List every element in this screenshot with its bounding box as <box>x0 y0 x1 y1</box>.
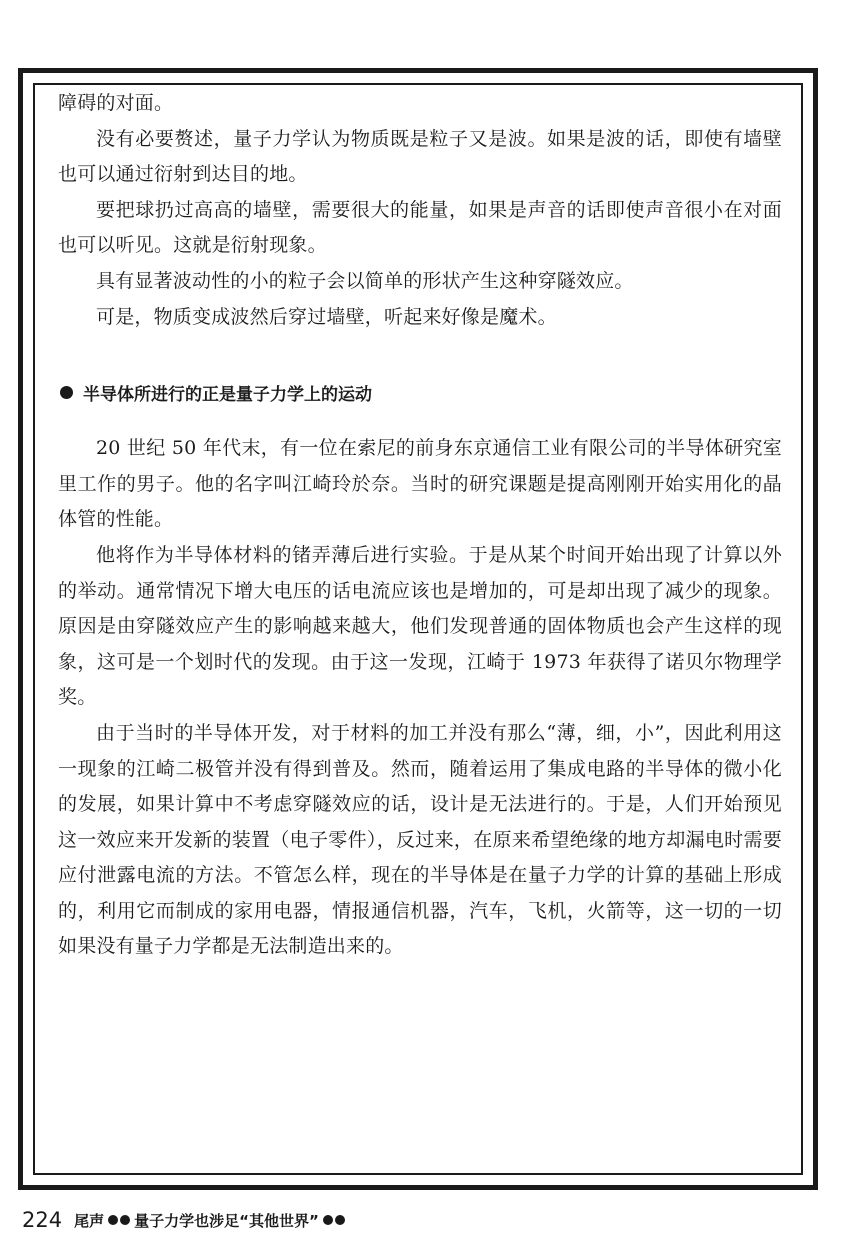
paragraph-5: 可是，物质变成波然后穿过墙壁，听起来好像是魔术。 <box>96 305 557 328</box>
page-content <box>58 86 782 965</box>
paragraph-7: 他将作为半导体材料的锗弄薄后进行实验。于是从某个时间开始出现了计算以外的举动。通常情况下增大电压的话电流应该也是增加的，可是却出现了减少的现象。原因是由穿隧效应产生的影响越来越大，他们发现普通的固体物质也会产生这样的现象，这可是一个划时代的发现。由于这一发现，江崎于 1973 年获得了诺贝尔物理学奖。 <box>58 543 782 709</box>
footer-dots-icon <box>107 1215 131 1225</box>
paragraph-8: 由于当时的半导体开发，对于材料的加工并没有那么“薄，细，小”，因此利用这一现象的江崎二极管并没有得到普及。然而，随着运用了集成电路的半导体的微小化的发展，如果计算中不考虑穿隧效应的话，设计是无法进行的。于是，人们开始预见这一效应来开发新的装置（电子零件），反过来，在原来希望绝缘的地方却漏电时需要应付泄露电流的方法。不管怎么样，现在的半导体是在量子力学的计算的基础上形成的，利用它而制成的家用电器，情报通信机器，汽车，飞机，火箭等，这一切的一切如果没有量子力学都是无法制造出来的。 <box>58 721 782 958</box>
footer-dots-end-icon <box>322 1215 346 1225</box>
paragraph-3: 要把球扔过高高的墙壁，需要很大的能量，如果是声音的话即使声音很小在对面也可以听见。这就是衍射现象。 <box>58 198 782 257</box>
footer-subtitle: 量子力学也涉足“其他世界” <box>134 1211 319 1230</box>
paragraph-1: 障碍的对面。 <box>58 92 174 114</box>
paragraph-6: 20 世纪 50 年代末，有一位在索尼的前身东京通信工业有限公司的半导体研究室里工作的男子。他的名字叫江崎玲於奈。当时的研究课题是提高刚刚开始实用化的晶体管的性能。 <box>58 437 782 531</box>
paragraph-4: 具有显著波动性的小的粒子会以简单的形状产生这种穿隧效应。 <box>96 269 634 292</box>
paragraph-2: 没有必要赘述，量子力学认为物质既是粒子又是波。如果是波的话，即使有墙壁也可以通过衍射到达目的地。 <box>58 127 782 186</box>
section-heading-text: 半导体所进行的正是量子力学上的运动 <box>83 385 372 406</box>
footer-chapter: 尾声 <box>74 1211 105 1230</box>
page-number: 224 <box>22 1208 63 1232</box>
page-footer <box>22 1208 349 1232</box>
section-heading <box>58 380 782 405</box>
bullet-icon <box>60 386 73 399</box>
